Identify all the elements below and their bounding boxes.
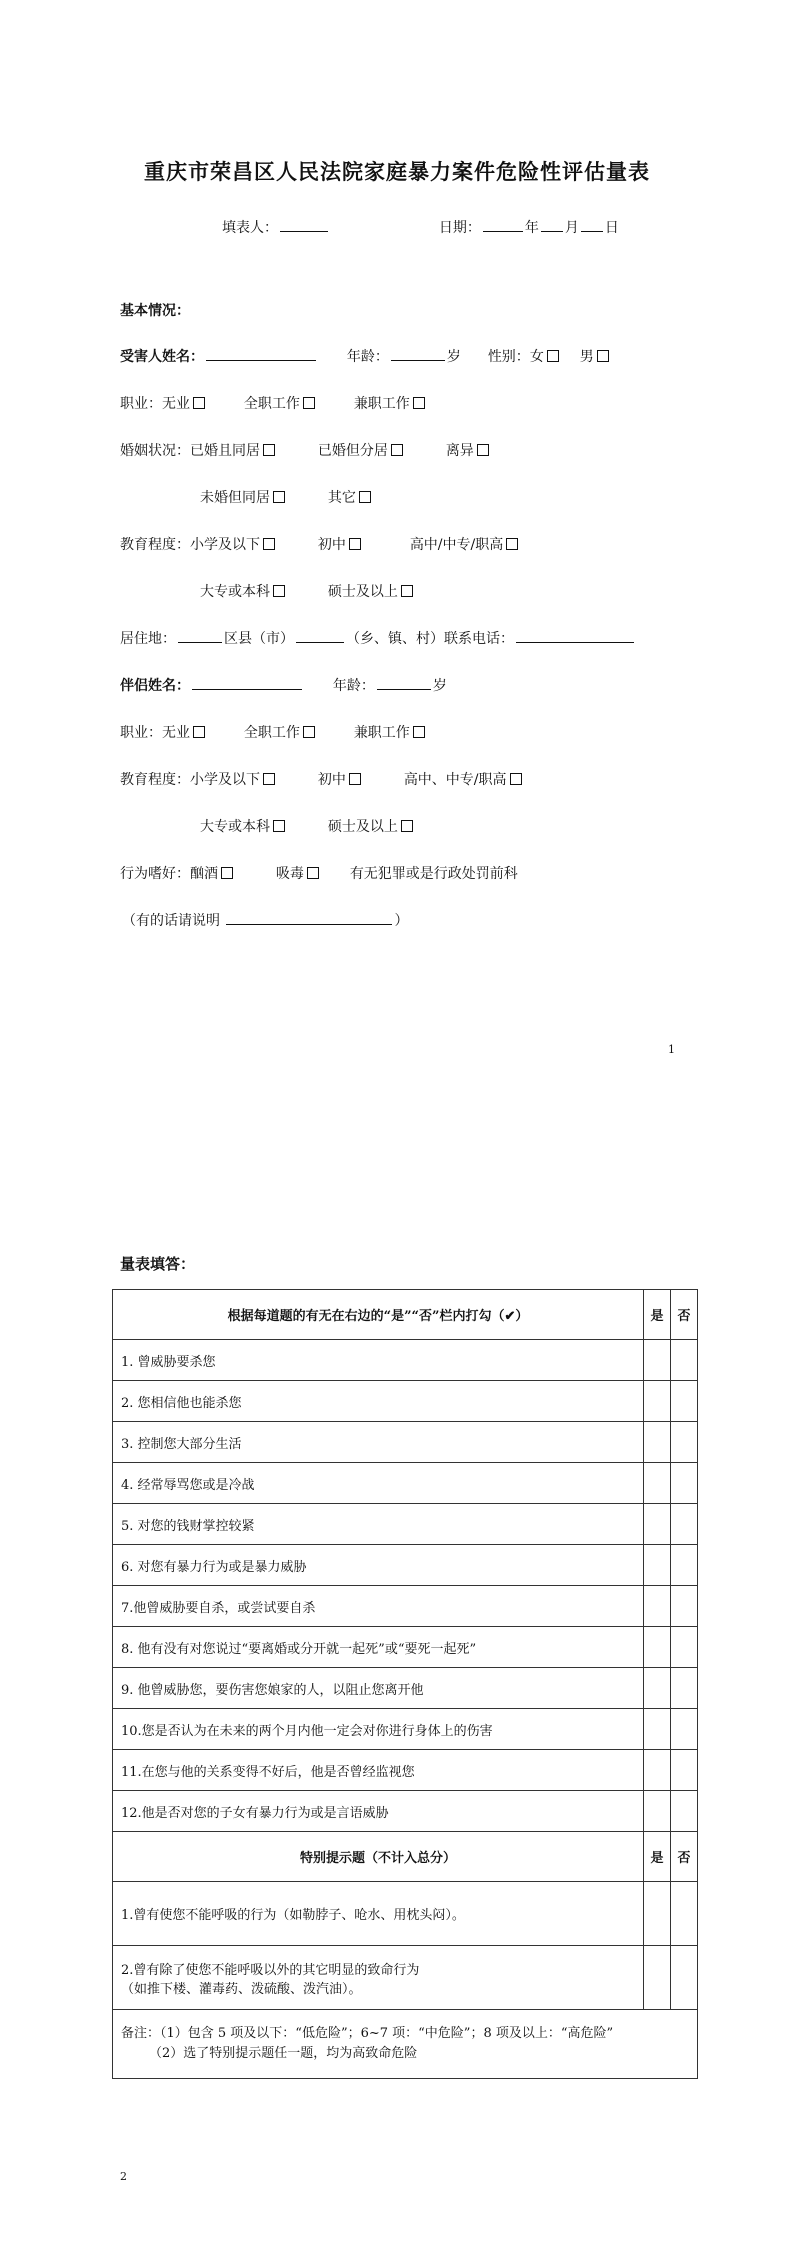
habit-drink-label: 酗酒 [190,866,218,882]
edu-senior-checkbox[interactable] [506,538,518,550]
victim-age-label: 年龄： [346,349,389,365]
occ-unemployed-checkbox[interactable] [193,397,205,409]
partner-education-label: 教育程度： [120,772,190,788]
marital-other-label: 其它 [327,490,356,506]
partner-occ-unemployed-label: 无业 [162,725,190,741]
basic-section-title: 基本情况： [120,303,190,319]
special-row [113,1946,698,2010]
habit-drink-checkbox[interactable] [221,867,233,879]
table-row [113,1586,698,1627]
habits-label: 行为嗜好： [120,866,190,882]
habit-drug-checkbox[interactable] [307,867,319,879]
victim-name-label: 受害人姓名： [120,349,204,365]
page-number-1: 1 [668,1043,675,1056]
table-row [113,1422,698,1463]
marital-divorced-label: 离异 [445,443,474,459]
yes-cell[interactable] [644,1709,671,1750]
residence-town-label: （乡、镇、村）联系电话： [346,631,514,647]
marital-label: 婚姻状况： [120,443,190,459]
partner-occ-unemployed-checkbox[interactable] [193,726,205,738]
special-item-text [113,1946,644,2010]
partner-occ-fulltime-checkbox[interactable] [303,726,315,738]
item-text: 8. 他有没有对您说过“要离婚或分开就一起死”或“要死一起死” [113,1627,644,1668]
table-row [113,1381,698,1422]
yes-cell[interactable] [644,1381,671,1422]
marital-married-separated-label: 已婚但分居 [317,443,388,459]
no-cell[interactable] [671,1586,698,1627]
page-number-2: 2 [120,2170,127,2183]
no-header: 否 [671,1290,698,1340]
marital-unmarried-living-label: 未婚但同居 [200,490,270,506]
occ-parttime-label: 兼职工作 [353,396,410,412]
form-meta [222,217,619,237]
yes-header: 是 [644,1290,671,1340]
special-yes-cell[interactable] [644,1946,671,2010]
scale-header-row [113,1290,698,1340]
victim-name-field[interactable] [206,346,316,361]
occupation-label: 职业： [120,396,162,412]
scale-table [112,1289,698,2079]
partner-edu-master-checkbox[interactable] [401,820,413,832]
partner-education-row-2 [200,816,413,836]
marital-row-2 [200,487,371,507]
special-header-row [113,1832,698,1882]
partner-edu-junior-label: 初中 [317,772,346,788]
special-no-header: 否 [671,1832,698,1882]
marital-married-separated-checkbox[interactable] [391,444,403,456]
edu-junior-label: 初中 [317,537,346,553]
special-row [113,1882,698,1946]
filler-label: 填表人： [222,220,278,236]
no-cell[interactable] [671,1791,698,1832]
victim-occupation-row [120,393,425,413]
explain-field[interactable] [226,910,392,925]
marital-other-checkbox[interactable] [359,491,371,503]
special-yes-header: 是 [644,1832,671,1882]
note-row [113,2010,698,2079]
month-field[interactable] [541,217,563,232]
explain-close-label: ） [394,913,409,929]
marital-married-living-checkbox[interactable] [263,444,275,456]
no-cell[interactable] [671,1422,698,1463]
day-field[interactable] [581,217,603,232]
special-no-cell[interactable] [671,1882,698,1946]
date-label: 日期： [438,220,481,236]
partner-occupation-row [120,722,425,742]
yes-cell[interactable] [644,1791,671,1832]
table-row [113,1791,698,1832]
yes-cell[interactable] [644,1545,671,1586]
yes-cell[interactable] [644,1668,671,1709]
note-line-1: 备注：（1）包含 5 项及以下：“低危险”；6~7 项：“中危险”；8 项及以上：“高危险” [121,2026,614,2041]
special-yes-cell[interactable] [644,1882,671,1946]
note-line-2: （2）选了特别提示题任一题，均为高致命危险 [149,2046,418,2061]
occ-fulltime-checkbox[interactable] [303,397,315,409]
edu-college-checkbox[interactable] [273,585,285,597]
partner-edu-senior-label: 高中、中专/职高 [403,772,507,788]
yes-cell[interactable] [644,1504,671,1545]
yes-cell[interactable] [644,1340,671,1381]
table-row [113,1750,698,1791]
education-label: 教育程度： [120,537,190,553]
yes-cell[interactable] [644,1586,671,1627]
residence-row [120,628,636,648]
partner-occupation-label: 职业： [120,725,162,741]
habits-row [120,863,518,883]
no-cell[interactable] [671,1668,698,1709]
partner-edu-primary-label: 小学及以下 [190,772,260,788]
year-label: 年 [524,220,539,236]
item-text: 11.在您与他的关系变得不好后，他是否曾经监视您 [113,1750,644,1791]
table-row [113,1627,698,1668]
filler-field[interactable] [280,217,328,232]
special-no-cell[interactable] [671,1946,698,2010]
partner-name-label: 伴侣姓名： [120,678,190,694]
partner-edu-college-label: 大专或本科 [200,819,270,835]
no-cell[interactable] [671,1709,698,1750]
no-cell[interactable] [671,1504,698,1545]
edu-junior-checkbox[interactable] [349,538,361,550]
month-label: 月 [564,220,579,236]
item-text: 5. 对您的钱财掌控较紧 [113,1504,644,1545]
item-text: 3. 控制您大部分生活 [113,1422,644,1463]
partner-edu-primary-checkbox[interactable] [263,773,275,785]
item-text: 2. 您相信他也能杀您 [113,1381,644,1422]
special-item-line: 2.曾有除了使您不能呼吸以外的其它明显的致命行为 [121,1962,420,1978]
partner-edu-junior-checkbox[interactable] [349,773,361,785]
item-text: 6. 对您有暴力行为或是暴力威胁 [113,1545,644,1586]
edu-senior-label: 高中/中专/职高 [409,537,504,553]
no-cell[interactable] [671,1381,698,1422]
table-row [113,1340,698,1381]
year-field[interactable] [483,217,523,232]
marital-divorced-checkbox[interactable] [477,444,489,456]
scale-section-title: 量表填答： [120,1255,196,1273]
explain-row [122,910,408,930]
scale-header: 根据每道题的有无在右边的“是”“否”栏内打勾（✔） [113,1290,644,1340]
no-cell[interactable] [671,1463,698,1504]
partner-name-field[interactable] [192,675,302,690]
victim-age-unit: 岁 [446,349,461,365]
no-cell[interactable] [671,1340,698,1381]
victim-education-row-1 [120,534,518,554]
victim-age-field[interactable] [391,346,445,361]
item-text: 7.他曾威胁要自杀，或尝试要自杀 [113,1586,644,1627]
item-text: 1. 曾威胁要杀您 [113,1340,644,1381]
yes-cell[interactable] [644,1422,671,1463]
partner-occ-fulltime-label: 全职工作 [243,725,300,741]
table-row [113,1504,698,1545]
habit-criminal-label: 有无犯罪或是行政处罚前科 [349,866,518,882]
gender-male-label: 男 [579,349,594,365]
gender-male-checkbox[interactable] [597,350,609,362]
victim-education-row-2 [200,581,413,601]
occ-unemployed-label: 无业 [162,396,190,412]
yes-cell[interactable] [644,1463,671,1504]
page-title: 重庆市荣昌区人民法院家庭暴力案件危险性评估量表 [144,159,650,184]
table-row [113,1545,698,1586]
gender-female-label: 女 [529,349,544,365]
partner-age-unit: 岁 [432,678,447,694]
no-cell[interactable] [671,1750,698,1791]
no-cell[interactable] [671,1627,698,1668]
gender-label: 性别： [487,349,530,365]
partner-edu-college-checkbox[interactable] [273,820,285,832]
day-label: 日 [604,220,619,236]
occ-fulltime-label: 全职工作 [243,396,300,412]
phone-field[interactable] [516,628,634,643]
gender-female-checkbox[interactable] [547,350,559,362]
item-text: 12.他是否对您的子女有暴力行为或是言语威胁 [113,1791,644,1832]
residence-district-label: 区县（市） [224,631,294,647]
partner-education-row-1 [120,769,522,789]
marital-married-living-label: 已婚且同居 [190,443,260,459]
special-item-line: 1.曾有使您不能呼吸的行为（如勒脖子、呛水、用枕头闷）。 [121,1908,465,1923]
yes-cell[interactable] [644,1627,671,1668]
special-header: 特别提示题（不计入总分） [113,1832,644,1882]
occ-parttime-checkbox[interactable] [413,397,425,409]
residence-label: 居住地： [120,631,176,647]
special-item-text [113,1882,644,1946]
victim-row [120,346,609,366]
edu-master-label: 硕士及以上 [327,584,398,600]
yes-cell[interactable] [644,1750,671,1791]
partner-occ-parttime-checkbox[interactable] [413,726,425,738]
item-text: 9. 他曾威胁您，要伤害您娘家的人，以阻止您离开他 [113,1668,644,1709]
explain-open-label: （有的话请说明 [122,913,220,929]
marital-row-1 [120,440,489,460]
partner-edu-senior-checkbox[interactable] [510,773,522,785]
table-row [113,1709,698,1750]
partner-edu-master-label: 硕士及以上 [327,819,398,835]
habit-drug-label: 吸毒 [275,866,304,882]
edu-primary-checkbox[interactable] [263,538,275,550]
edu-college-label: 大专或本科 [200,584,270,600]
note-cell [113,2010,698,2079]
table-row [113,1463,698,1504]
edu-master-checkbox[interactable] [401,585,413,597]
partner-age-label: 年龄： [332,678,375,694]
partner-age-field[interactable] [377,675,431,690]
residence-district-field[interactable] [178,628,222,643]
item-text: 4. 经常辱骂您或是冷战 [113,1463,644,1504]
edu-primary-label: 小学及以下 [190,537,260,553]
table-row [113,1668,698,1709]
marital-unmarried-living-checkbox[interactable] [273,491,285,503]
partner-row [120,675,447,695]
special-item-line: （如推下楼、灌毒药、泼硫酸、泼汽油）。 [121,1981,362,1997]
item-text: 10.您是否认为在未来的两个月内他一定会对你进行身体上的伤害 [113,1709,644,1750]
partner-occ-parttime-label: 兼职工作 [353,725,410,741]
residence-town-field[interactable] [296,628,344,643]
no-cell[interactable] [671,1545,698,1586]
